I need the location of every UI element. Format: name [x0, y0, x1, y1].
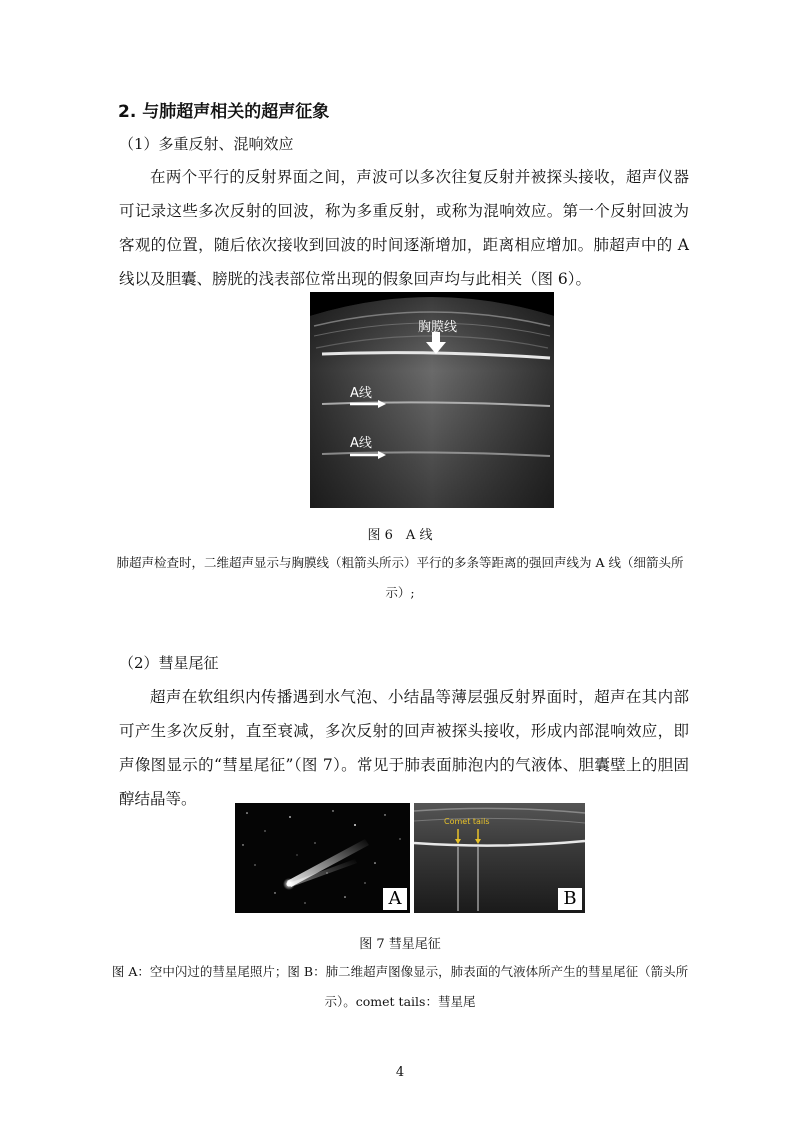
paragraph-comet-tail — [119, 680, 689, 816]
subsection-heading-comet-tail: （2）彗星尾征 — [119, 654, 219, 672]
figure-7-caption: 图 7 彗星尾征 — [359, 937, 441, 952]
panel-label-b: B — [558, 888, 582, 910]
paragraph-text: 在两个平行的反射界面之间，声波可以多次往复反射并被探头接收，超声仪器可记录这些多次反射的回波，称为多重反射，或称为混响效应。第一个反射回波为客观的位置，随后依次接收到回波的时间逐渐增加，距离相应增加。肺超声中的 A 线以及胆囊、膀胱的浅表部位常出现的假象回声均与此相关（图 6）。 — [119, 168, 689, 288]
pleura-line-label: 胸膜线 — [418, 320, 458, 335]
section-title: 2. 与肺超声相关的超声征象 — [118, 102, 330, 122]
paragraph-reverberation — [119, 160, 689, 296]
comet-tails-label: Comet tails — [444, 817, 490, 826]
subsection-heading-reverberation: （1）多重反射、混响效应 — [119, 135, 294, 153]
panel-label-a: A — [383, 888, 407, 910]
figure-6-ultrasound-image — [310, 292, 554, 508]
figure-6-description: 肺超声检查时，二维超声显示与胸膜线（粗箭头所示）平行的多条等距离的强回声线为 A 线（细箭头所示）; — [116, 555, 684, 600]
figure-7-description: 图 A：空中闪过的彗星尾照片；图 B：肺二维超声图像显示，肺表面的气液体所产生的彗星尾征（箭头所示）。comet tails：彗星尾 — [111, 964, 689, 1009]
paragraph-text: 超声在软组织内传播遇到水气泡、小结晶等薄层强反射界面时，超声在其内部可产生多次反射，直至衰减，多次反射的回声被探头接收，形成内部混响效应，即声像图显示的“彗星尾征”（图 7）。常见于肺表面肺泡内的气液体、胆囊壁上的胆固醇结晶等。 — [119, 688, 689, 808]
page-number: 4 — [395, 1065, 405, 1080]
a-line-label: A线 — [350, 436, 372, 451]
figure-7a-comet-photo — [235, 803, 410, 913]
figure-6-caption: 图 6 A 线 — [367, 528, 433, 543]
figure-7b-lung-ultrasound — [414, 803, 585, 913]
a-line-label: A线 — [350, 386, 372, 401]
